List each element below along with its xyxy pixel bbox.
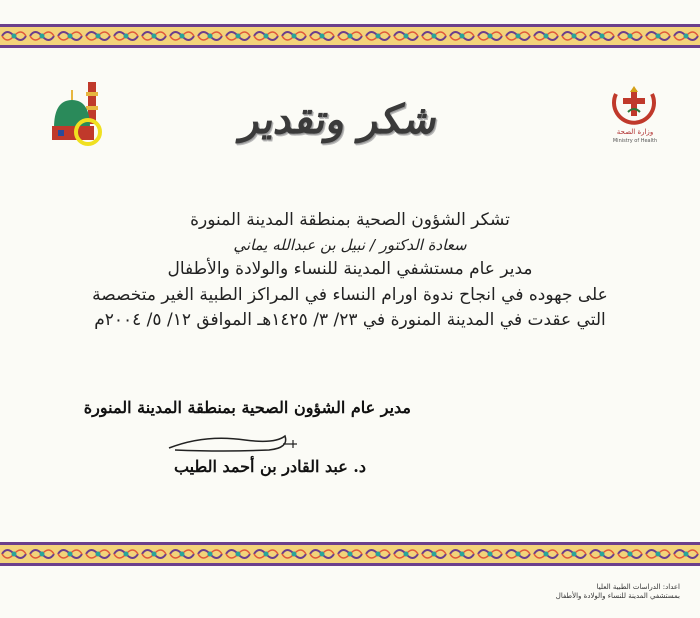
body-line-5: التي عقدت في المدينة المنورة في ٢٣/ ٣/ ١٤٢٥هـ الموافق ١٢/ ٥/ ٢٠٠٤م bbox=[94, 310, 606, 330]
signatory-name: د. عبد القادر بن أحمد الطيب bbox=[173, 457, 366, 476]
decorative-border-top bbox=[0, 24, 700, 48]
decorative-border-bottom bbox=[0, 542, 700, 566]
body-line-1: تشكر الشؤون الصحية بمنطقة المدينة المنورة bbox=[190, 210, 510, 230]
certificate-title: شكر وتقدير bbox=[237, 96, 443, 143]
body-line-4: على جهوده في انجاح ندوة اورام النساء في المراكز الطبية الغير متخصصة bbox=[92, 285, 608, 305]
recipient-position: مدير عام مستشفي المدينة للنساء والولادة والأطفال bbox=[167, 259, 533, 279]
mosque-dome-logo bbox=[50, 80, 110, 150]
signatory-title: مدير عام الشؤون الصحية بمنطقة المدينة المنورة bbox=[83, 398, 411, 417]
handwritten-signature bbox=[165, 430, 325, 460]
footer-credit bbox=[510, 583, 680, 601]
ministry-name-ar: وزارة الصحة bbox=[616, 128, 654, 136]
recipient-name: سعادة الدكتور / نبيل بن عبدالله يماني bbox=[233, 236, 467, 254]
ministry-name-en: Ministry of Health bbox=[612, 138, 658, 144]
footer-credit-line-1: اعداد: الدراسات الطبية العليا bbox=[596, 583, 680, 591]
footer-credit-line-2: بمستشفي المدينة للنساء والولادة والأطفال bbox=[555, 592, 680, 600]
